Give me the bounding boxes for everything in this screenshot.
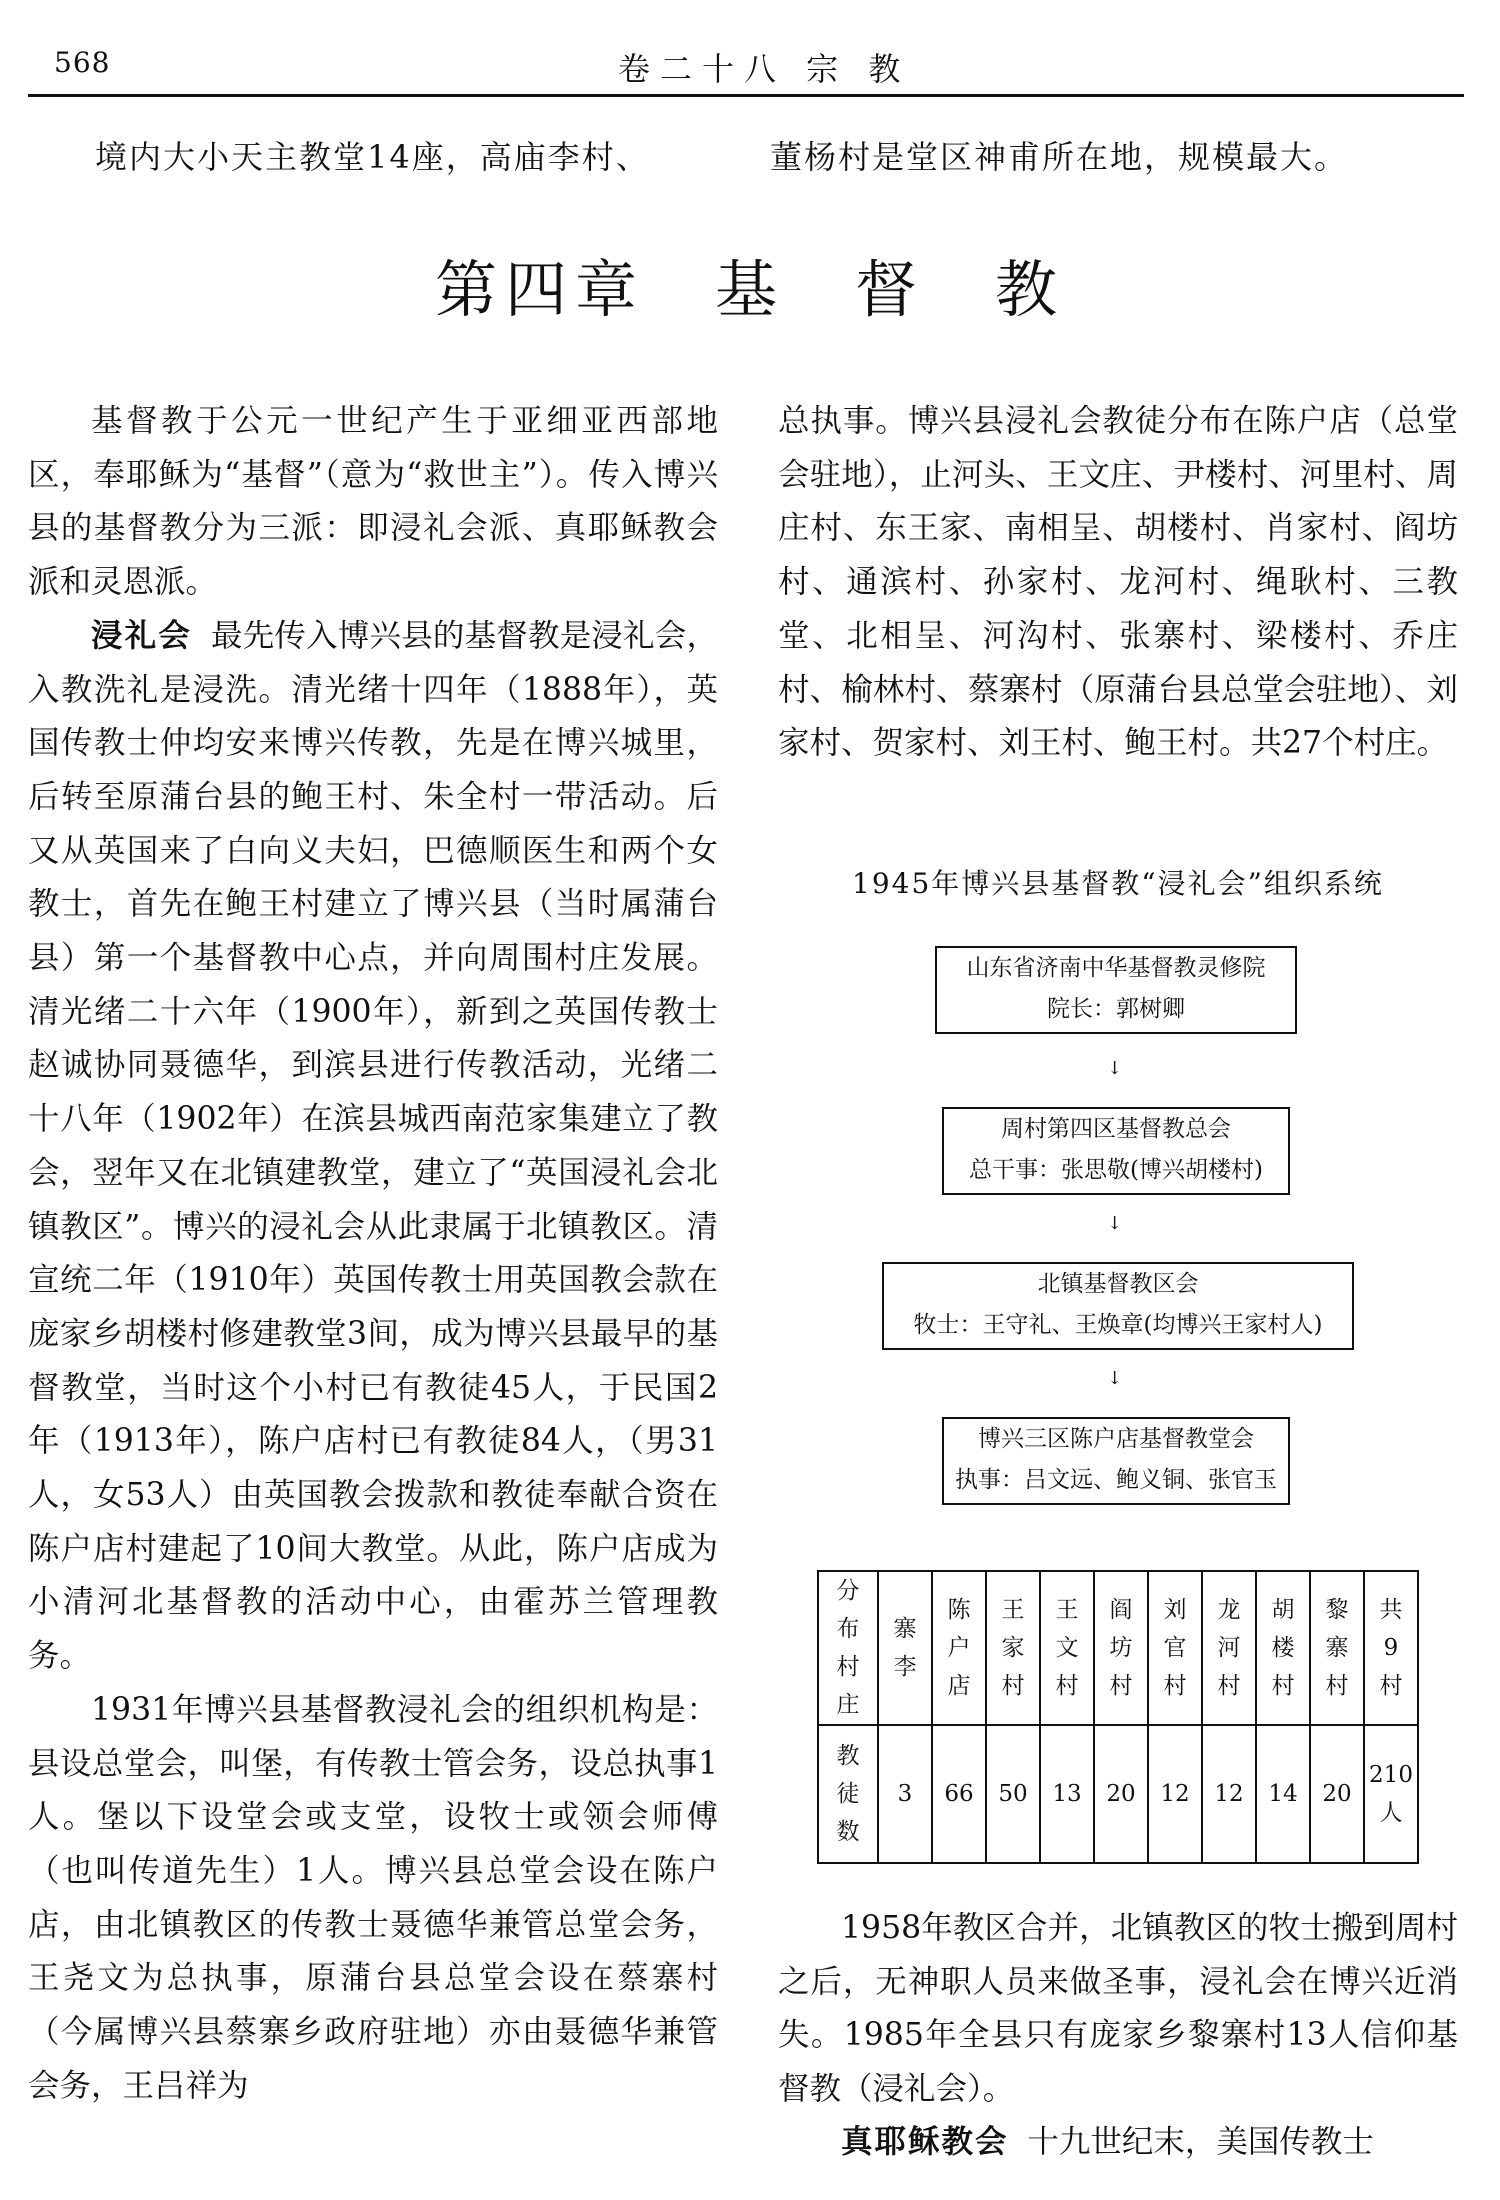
left-column: [28, 395, 718, 2114]
running-head: 卷二十八 宗 教: [618, 50, 911, 88]
org-box-name: 北镇基督教区会: [1037, 1271, 1199, 1297]
org-box-name: 博兴三区陈户店基督教堂会: [978, 1426, 1254, 1452]
table-cell: 12: [1148, 1725, 1202, 1863]
paragraph-baptist: [28, 610, 718, 1684]
table-cell: 王文村: [1040, 1571, 1094, 1725]
header-rule: [28, 94, 1464, 97]
page-header: [28, 40, 1464, 100]
org-chart-title: 1945年博兴县基督教“浸礼会”组织系统: [852, 867, 1384, 900]
top-text-left: 境内大小天主教堂14座，高庙李村、: [95, 138, 650, 176]
table-cell: 龙河村: [1202, 1571, 1256, 1725]
chapter-title: 第四章 基 督 教: [434, 253, 1065, 326]
section-heading-baptist: 浸礼会: [91, 617, 193, 654]
org-box-beizhen: [882, 1262, 1354, 1350]
down-arrow-icon: ↓: [1107, 1213, 1123, 1234]
table-cell: 王家村: [986, 1571, 1040, 1725]
table-cell: 20: [1094, 1725, 1148, 1863]
paragraph-true-jesus: [778, 2116, 1458, 2170]
table-cell: 12: [1202, 1725, 1256, 1863]
table-cell: 共9村: [1364, 1571, 1418, 1725]
org-box-leader: 总干事：张思敬(博兴胡楼村): [969, 1157, 1263, 1183]
down-arrow-icon: ↓: [1107, 1058, 1123, 1079]
section-heading-true-jesus: 真耶稣教会: [841, 2124, 1009, 2160]
page-number: 568: [54, 46, 111, 79]
table-cell: 13: [1040, 1725, 1094, 1863]
table-cell: 胡楼村: [1256, 1571, 1310, 1725]
table-cell: 陈户店: [932, 1571, 986, 1725]
table-cell: 3: [878, 1725, 932, 1863]
paragraph-true-jesus-text: 十九世纪末，美国传教士: [1027, 2124, 1374, 2160]
down-arrow-icon: ↓: [1107, 1368, 1123, 1389]
table-cell: 66: [932, 1725, 986, 1863]
table-cell: 刘官村: [1148, 1571, 1202, 1725]
top-text-right: 董杨村是堂区神甫所在地，规模最大。: [770, 138, 1349, 176]
right-column: [778, 395, 1458, 771]
table-row: [818, 1725, 1418, 1863]
org-box-zhoucun: [942, 1107, 1290, 1195]
table-cell: 210人: [1364, 1725, 1418, 1863]
org-box-name: 周村第四区基督教总会: [1001, 1116, 1231, 1142]
org-box-jinan: [935, 946, 1297, 1034]
org-box-leader: 院长：郭树卿: [1047, 996, 1185, 1022]
table-cell: 教徒数: [818, 1725, 878, 1863]
org-box-leader: 执事：吕文远、鲍义铜、张官玉: [955, 1467, 1277, 1493]
org-box-name: 山东省济南中华基督教灵修院: [966, 955, 1266, 981]
table-cell: 14: [1256, 1725, 1310, 1863]
right-column-bottom: [778, 1902, 1458, 2170]
paragraph-continued: 总执事。博兴县浸礼会教徒分布在陈户店（总堂会驻地），止河头、王文庄、尹楼村、河里村、周庄村、东王家、南相呈、胡楼村、肖家村、阎坊村、通滨村、孙家村、龙河村、绳耿村、三教堂、北相呈、河沟村、张寨村、梁楼村、乔庄村、榆林村、蔡寨村（原蒲台县总堂会驻地）、刘家村、贺家村、刘王村、鲍王村。共27个村庄。: [778, 403, 1458, 762]
table-row: [818, 1571, 1418, 1725]
table-cell: 50: [986, 1725, 1040, 1863]
paragraph-1931: 1931年博兴县基督教浸礼会的组织机构是：县设总堂会，叫堡，有传教士管会务，设总执事1人。堡以下设堂会或支堂，设牧士或领会师傅（也叫传道先生）1人。博兴县总堂会设在陈户店，由北镇教区的传教士聂德华兼管总堂会务，王尧文为总执事，原蒲台县总堂会设在蔡寨村（今属博兴县蔡寨乡政府驻地）亦由聂德华兼管会务，王吕祥为: [28, 1691, 718, 2104]
table-cell: 分布村庄: [818, 1571, 878, 1725]
org-box-chenhudian: [942, 1417, 1290, 1505]
table-cell: 寨李: [878, 1571, 932, 1725]
org-box-leader: 牧士：王守礼、王焕章(均博兴王家村人): [913, 1312, 1323, 1338]
paragraph-1958: 1958年教区合并，北镇教区的牧士搬到周村之后，无神职人员来做圣事，浸礼会在博兴近消失。1985年全县只有庞家乡黎寨村13人信仰基督教（浸礼会）。: [778, 1910, 1458, 2107]
paragraph-intro: 基督教于公元一世纪产生于亚细亚西部地区，奉耶稣为“基督”（意为“救世主”）。传入博兴县的基督教分为三派：即浸礼会派、真耶稣教会派和灵恩派。: [28, 403, 718, 601]
table-cell: 黎寨村: [1310, 1571, 1364, 1725]
table-cell: 阎坊村: [1094, 1571, 1148, 1725]
table-cell: 20: [1310, 1725, 1364, 1863]
paragraph-baptist-text: 最先传入博兴县的基督教是浸礼会，入教洗礼是浸洗。清光绪十四年（1888年），英国传教士仲均安来博兴传教，先是在博兴城里，后转至原蒲台县的鲍王村、朱全村一带活动。后又从英国来了白向义夫妇，巴德顺医生和两个女教士，首先在鲍王村建立了博兴县（当时属蒲台县）第一个基督教中心点，并向周围村庄发展。清光绪二十六年（1900年），新到之英国传教士赵诚协同聂德华，到滨县进行传教活动，光绪二十八年（1902年）在滨县城西南范家集建立了教会，翌年又在北镇建教堂，建立了“英国浸礼会北镇教区”。博兴的浸礼会从此隶属于北镇教区。清宣统二年（1910年）英国传教士用英国教会款在庞家乡胡楼村修建教堂3间，成为博兴县最早的基督教堂，当时这个小村已有教徒45人，于民国2年（1913年），陈户店村已有教徒84人，（男31人，女53人）由英国教会拨款和教徒奉献合资在陈户店村建起了10间大教堂。从此，陈户店成为小清河北基督教的活动中心，由霍苏兰管理教务。: [28, 617, 718, 1675]
distribution-table: [817, 1570, 1419, 1864]
